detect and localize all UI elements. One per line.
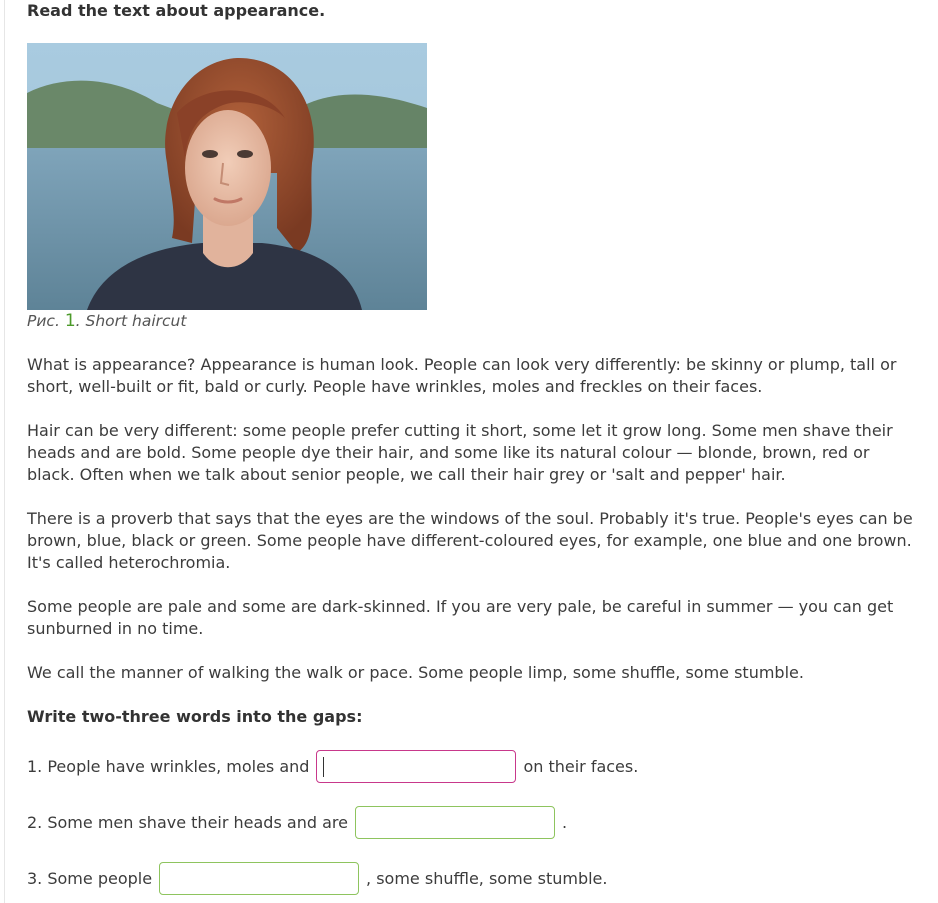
gap-2-prefix: 2. Some men shave their heads and are (27, 813, 348, 832)
portrait-photo (27, 43, 427, 310)
caption-text: . Short haircut (75, 312, 187, 330)
paragraph-hair: Hair can be very different: some people prefer cutting it short, some let it grow long. Some men shave their heads and are bold. Some people dye their hair, and some like its natural colour — blonde, brown, red or black. Often when we talk about senior people, we call their hair grey or 'salt and pepper' hair. (27, 421, 893, 484)
gap-1-input[interactable] (316, 750, 516, 783)
page-left-border (4, 0, 5, 903)
paragraph-walk: We call the manner of walking the walk or pace. Some people limp, some shuffle, some stumble. (27, 663, 804, 682)
figure-caption (27, 311, 186, 331)
gap-3-suffix: , some shuffle, some stumble. (366, 869, 608, 888)
text-caret (323, 757, 324, 777)
gap-1-suffix: on their faces. (523, 757, 639, 776)
caption-prefix: Рис. (27, 312, 60, 330)
portrait-illustration (27, 43, 427, 310)
paragraph-eyes: There is a proverb that says that the eyes are the windows of the soul. Probably it's true. People's eyes can be brown, blue, black or green. Some people have different-coloured eyes, for example, one blue and one brown. It's called heterochromia. (27, 509, 913, 572)
gap-3-input[interactable] (159, 862, 359, 895)
gap-row-3 (27, 862, 607, 895)
paragraph-appearance: What is appearance? Appearance is human look. People can look very differently: be skinny or plump, tall or short, well-built or fit, bald or curly. People have wrinkles, moles and freckles on their faces. (27, 355, 897, 396)
gap-2-suffix: . (561, 813, 568, 832)
gap-2-input[interactable] (355, 806, 555, 839)
instruction-heading: Read the text about appearance. (27, 1, 326, 20)
gap-row-2 (27, 806, 567, 839)
gaps-heading: Write two-three words into the gaps: (27, 707, 363, 726)
gap-3-prefix: 3. Some people (27, 869, 153, 888)
caption-number: 1 (64, 311, 76, 331)
paragraph-skin: Some people are pale and some are dark-skinned. If you are very pale, be careful in summer — you can get sunburned in no time. (27, 597, 894, 638)
gap-row-1 (27, 750, 638, 783)
gap-1-prefix: 1. People have wrinkles, moles and (27, 757, 310, 776)
